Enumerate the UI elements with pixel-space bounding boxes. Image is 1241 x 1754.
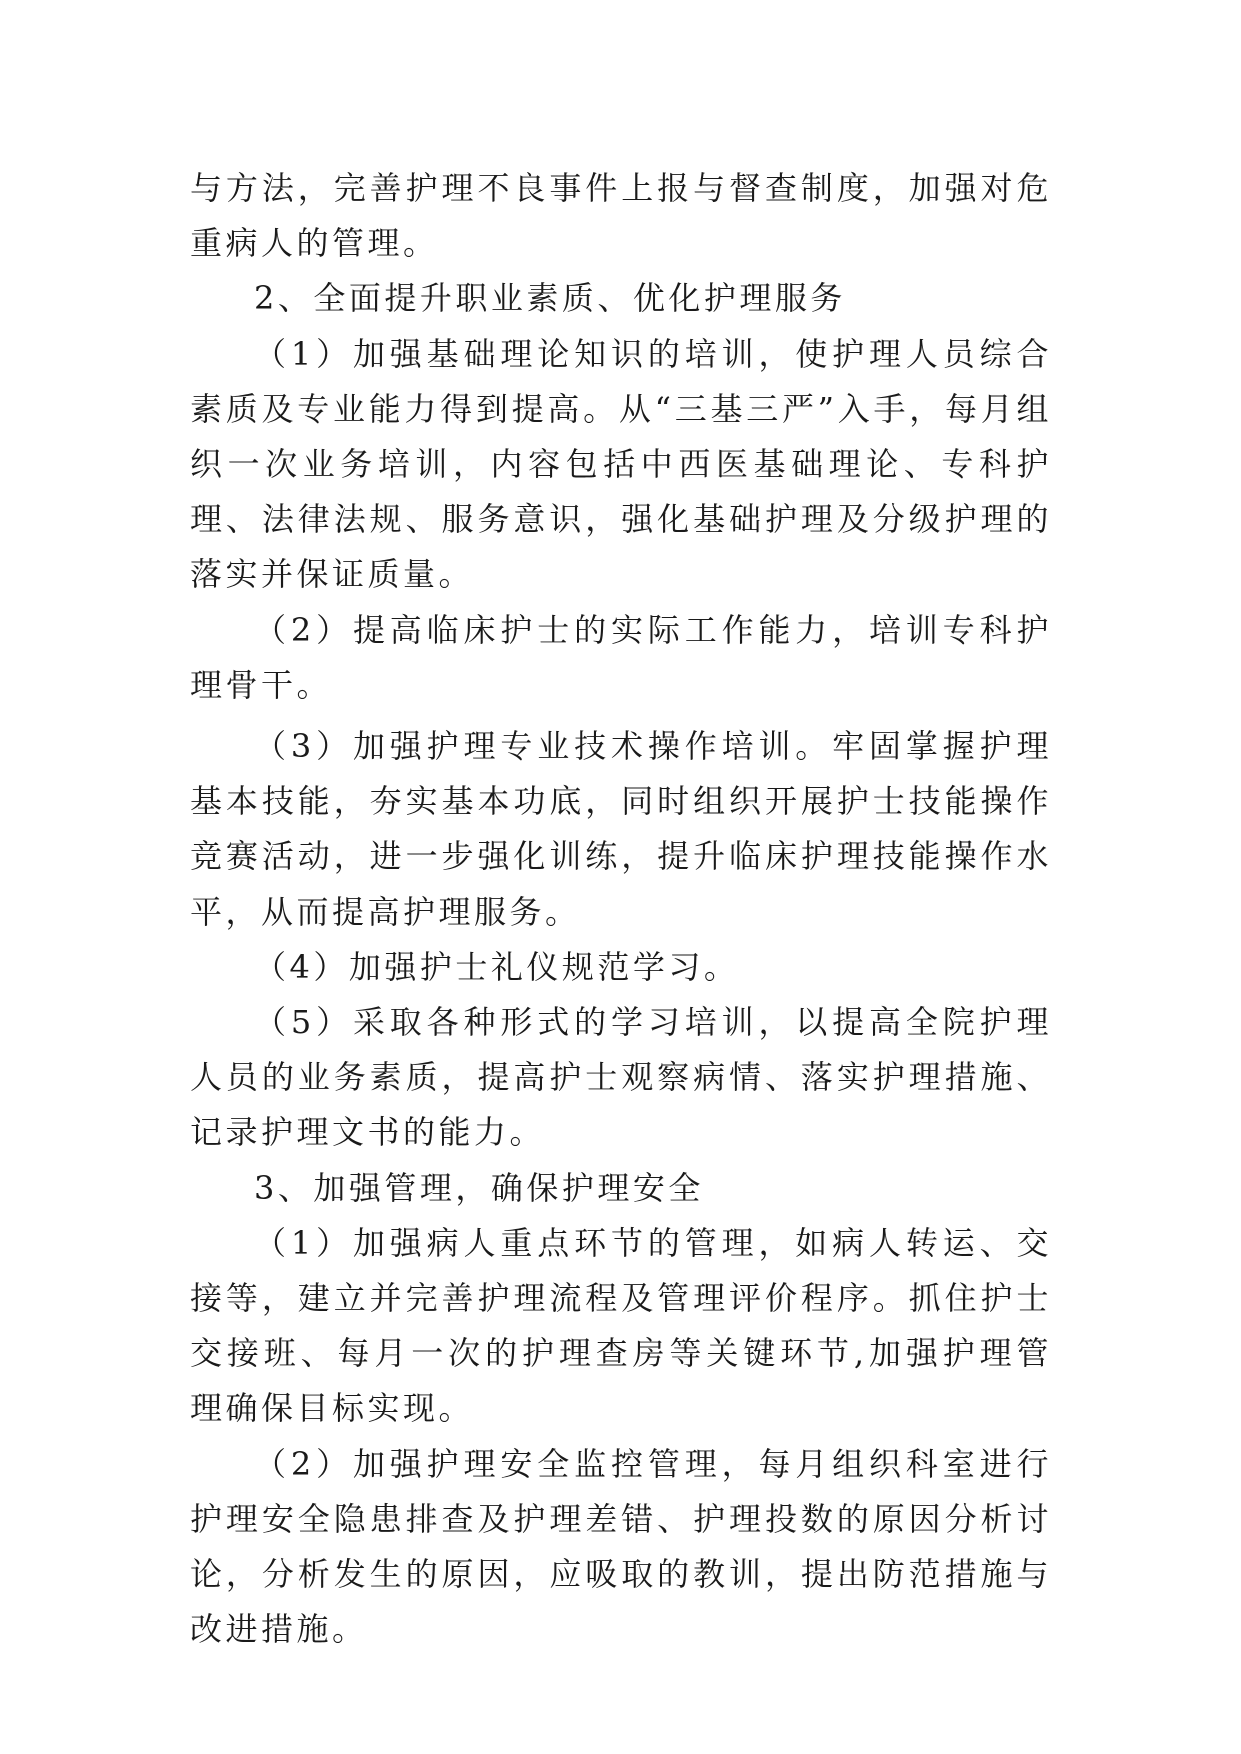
paragraph-3-2: （2）加强护理安全监控管理，每月组织科室进行护理安全隐患排查及护理差错、护理投数的原因分析讨论，分析发生的原因，应吸取的教训，提出防范措施与改进措施。: [190, 1444, 1052, 1649]
paragraph-2-5: （5）采取各种形式的学习培训，以提高全院护理人员的业务素质，提高护士观察病情、落实护理措施、记录护理文书的能力。: [190, 1003, 1052, 1152]
section-heading-2: 2、全面提升职业素质、优化护理服务: [254, 279, 846, 318]
section-heading-3: 3、加强管理，确保护理安全: [254, 1168, 704, 1207]
document-body: [190, 161, 1052, 1657]
paragraph-2-3: （3）加强护理专业技术操作培训。牢固掌握护理基本技能，夯实基本功底，同时组织开展护士技能操作竞赛活动，进一步强化训练，提升临床护理技能操作水平，从而提高护理服务。: [190, 727, 1052, 931]
paragraph-2-2: （2）提高临床护士的实际工作能力，培训专科护理骨干。: [190, 610, 1052, 704]
paragraph-2-1: （1）加强基础理论知识的培训，使护理人员综合素质及专业能力得到提高。从“三基三严”入手，每月组织一次业务培训，内容包括中西医基础理论、专科护理、法律法规、服务意识，强化基础护理及分级护理的落实并保证质量。: [190, 334, 1052, 594]
paragraph-3-1: （1）加强病人重点环节的管理，如病人转运、交接等，建立并完善护理流程及管理评价程序。抓住护士交接班、每月一次的护理查房等关键环节,加强护理管理确保目标实现。: [190, 1223, 1052, 1428]
paragraph-continuation: 与方法，完善护理不良事件上报与督查制度，加强对危重病人的管理。: [190, 169, 1052, 263]
paragraph-2-4: （4）加强护士礼仪规范学习。: [254, 947, 740, 986]
